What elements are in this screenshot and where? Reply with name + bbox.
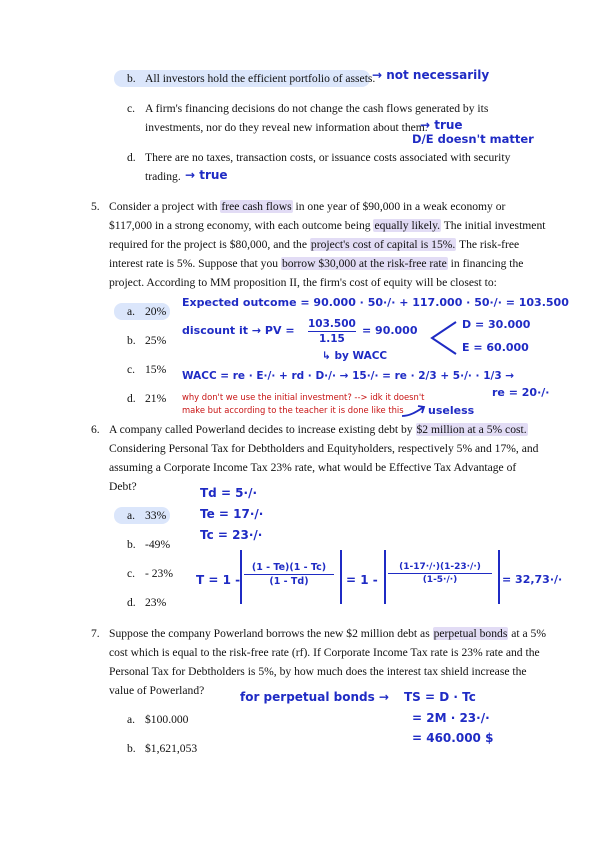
option-text-6d: 23% bbox=[145, 596, 167, 609]
note-6-te: Te = 17·/· bbox=[200, 507, 264, 521]
option-text-4d-line1: There are no taxes, transaction costs, or issuance costs associated with security bbox=[145, 151, 511, 164]
note-6-result: = 32,73·/· bbox=[502, 573, 563, 586]
q6-highlight-debt: $2 million at a 5% cost. bbox=[416, 423, 527, 436]
option-letter-6b: b. bbox=[127, 538, 136, 551]
question-number-6: 6. bbox=[91, 423, 100, 436]
option-text-5d: 21% bbox=[145, 392, 167, 405]
q7-line4: value of Powerland? bbox=[109, 684, 205, 697]
note-6-tc: Tc = 23·/· bbox=[200, 528, 263, 542]
question-number-5: 5. bbox=[91, 200, 100, 213]
note-7-label: for perpetual bonds → bbox=[240, 690, 389, 704]
option-text-4b: All investors hold the efficient portfolio of assets. bbox=[145, 72, 376, 85]
q5-line2: $117,000 in a strong economy, with each outcome being equally likely. The initial investment bbox=[109, 219, 546, 232]
option-letter-5d: d. bbox=[127, 392, 136, 405]
note-6-f2-den: (1-5·/·) bbox=[422, 575, 458, 585]
option-text-6b: -49% bbox=[145, 538, 171, 551]
option-letter-7b: b. bbox=[127, 742, 136, 755]
option-letter-4d: d. bbox=[127, 151, 136, 164]
option-letter-6a: a. bbox=[127, 509, 136, 522]
note-5-expected: Expected outcome = 90.000 · 50·/· + 117.000 · 50·/· = 103.500 bbox=[182, 296, 569, 309]
note-6-eq2: = 1 - bbox=[346, 573, 378, 587]
option-letter-6c: c. bbox=[127, 567, 136, 580]
note-5-D: D = 30.000 bbox=[462, 318, 531, 331]
note-4d: → true bbox=[185, 168, 228, 182]
q7-line2: cost which is equal to the risk-free rate (rf). If Corporate Income Tax rate is 23% rate and the bbox=[109, 646, 540, 659]
option-letter-5b: b. bbox=[127, 334, 136, 347]
option-text-5a: 20% bbox=[145, 305, 167, 318]
option-letter-7a: a. bbox=[127, 713, 136, 726]
q6-line2: Considering Personal Tax for Debtholders and Equityholders, respectively 5% and 17%, and bbox=[109, 442, 539, 455]
q5-line1: Consider a project with free cash flows in one year of $90,000 in a weak economy or bbox=[109, 200, 506, 213]
note-6-td: Td = 5·/· bbox=[200, 486, 258, 500]
q6-line1: A company called Powerland decides to increase existing debt by $2 million at a 5% cost. bbox=[109, 423, 527, 436]
q5-highlight-equally: equally likely. bbox=[374, 219, 441, 232]
option-text-4c-line1: A firm's financing decisions do not change the cash flows generated by its bbox=[145, 102, 489, 115]
option-letter-4b: b. bbox=[127, 72, 136, 85]
note-5-red-line2: make but according to the teacher it is done like this bbox=[182, 405, 404, 415]
note-5-den: 1.15 bbox=[318, 333, 345, 345]
q7-line1: Suppose the company Powerland borrows the new $2 million debt as perpetual bonds at a 5% bbox=[109, 627, 547, 640]
note-6-fraction1 bbox=[244, 562, 334, 587]
question-number-7: 7. bbox=[91, 627, 100, 640]
q7-highlight-perpetual: perpetual bonds bbox=[433, 627, 508, 640]
note-4c-2: D/E doesn't matter bbox=[412, 132, 534, 146]
note-5-pv: = 90.000 bbox=[362, 324, 418, 337]
q5-line5: project. According to MM proposition II, the firm's cost of equity will be closest to: bbox=[109, 276, 497, 289]
option-text-4c-line2: investments, nor do they reveal new information about them. bbox=[145, 121, 428, 134]
note-5-E: E = 60.000 bbox=[462, 341, 529, 354]
note-6-f1-den: (1 - Td) bbox=[269, 576, 309, 587]
option-letter-6d: d. bbox=[127, 596, 136, 609]
q5-highlight-cost: project's cost of capital is 15%. bbox=[310, 238, 456, 251]
option-text-6a: 33% bbox=[145, 509, 167, 522]
note-5-useless: useless bbox=[428, 404, 475, 417]
q5-highlight-fcf: free cash flows bbox=[221, 200, 292, 213]
note-5-red-line1: why don't we use the initial investment? --> idk it doesn't bbox=[182, 392, 425, 402]
note-5-fraction bbox=[308, 318, 356, 345]
note-5-re: re = 20·/· bbox=[492, 386, 550, 399]
note-5-discount: discount it → PV = bbox=[182, 324, 295, 337]
q6-line4: Debt? bbox=[109, 480, 137, 493]
bracket-icon bbox=[428, 318, 458, 358]
option-letter-5a: a. bbox=[127, 305, 136, 318]
q5-highlight-borrow: borrow $30,000 at the risk-free rate bbox=[281, 257, 447, 270]
note-4c: → true bbox=[420, 118, 463, 132]
note-4b: → not necessarily bbox=[372, 68, 490, 82]
option-text-5b: 25% bbox=[145, 334, 167, 347]
option-text-7b: $1,621,053 bbox=[145, 742, 198, 755]
q5-line4: interest rate is 5%. Suppose that you borrow $30,000 at the risk-free rate in financing the bbox=[109, 257, 524, 270]
arrow-icon bbox=[400, 404, 428, 418]
note-5-wacc: WACC = re · E·/· + rd · D·/· → 15·/· = re · 2/3 + 5·/· · 1/3 → bbox=[182, 370, 515, 382]
q7-line3: Personal Tax for Debtholders is 5%, by how much does the interest tax shield increase the bbox=[109, 665, 527, 678]
note-6-f1-num: (1 - Te)(1 - Tc) bbox=[251, 562, 327, 573]
option-text-7a: $100.000 bbox=[145, 713, 189, 726]
q5-line3: required for the project is $80,000, and the project's cost of capital is 15%. The risk-free bbox=[109, 238, 520, 251]
note-6-f2-num: (1-17·/·)(1-23·/·) bbox=[399, 562, 481, 572]
note-7-step2: = 2M · 23·/· bbox=[412, 711, 490, 725]
note-6-fraction2 bbox=[388, 562, 492, 585]
note-5-by-wacc: ↳ by WACC bbox=[322, 350, 388, 362]
note-7-step3: = 460.000 $ bbox=[412, 731, 494, 745]
option-letter-5c: c. bbox=[127, 363, 136, 376]
note-7-ts: TS = D · Tc bbox=[404, 690, 476, 704]
option-letter-4c: c. bbox=[127, 102, 136, 115]
note-6-t-eq: T = 1 - bbox=[196, 573, 241, 587]
option-text-4d-line2: trading. bbox=[145, 170, 181, 183]
option-text-6c: - 23% bbox=[145, 567, 174, 580]
note-5-num: 103.500 bbox=[308, 318, 356, 330]
option-text-5c: 15% bbox=[145, 363, 167, 376]
q6-line3: assuming a Corporate Income Tax 23% rate, what would be Effective Tax Advantage of bbox=[109, 461, 517, 474]
